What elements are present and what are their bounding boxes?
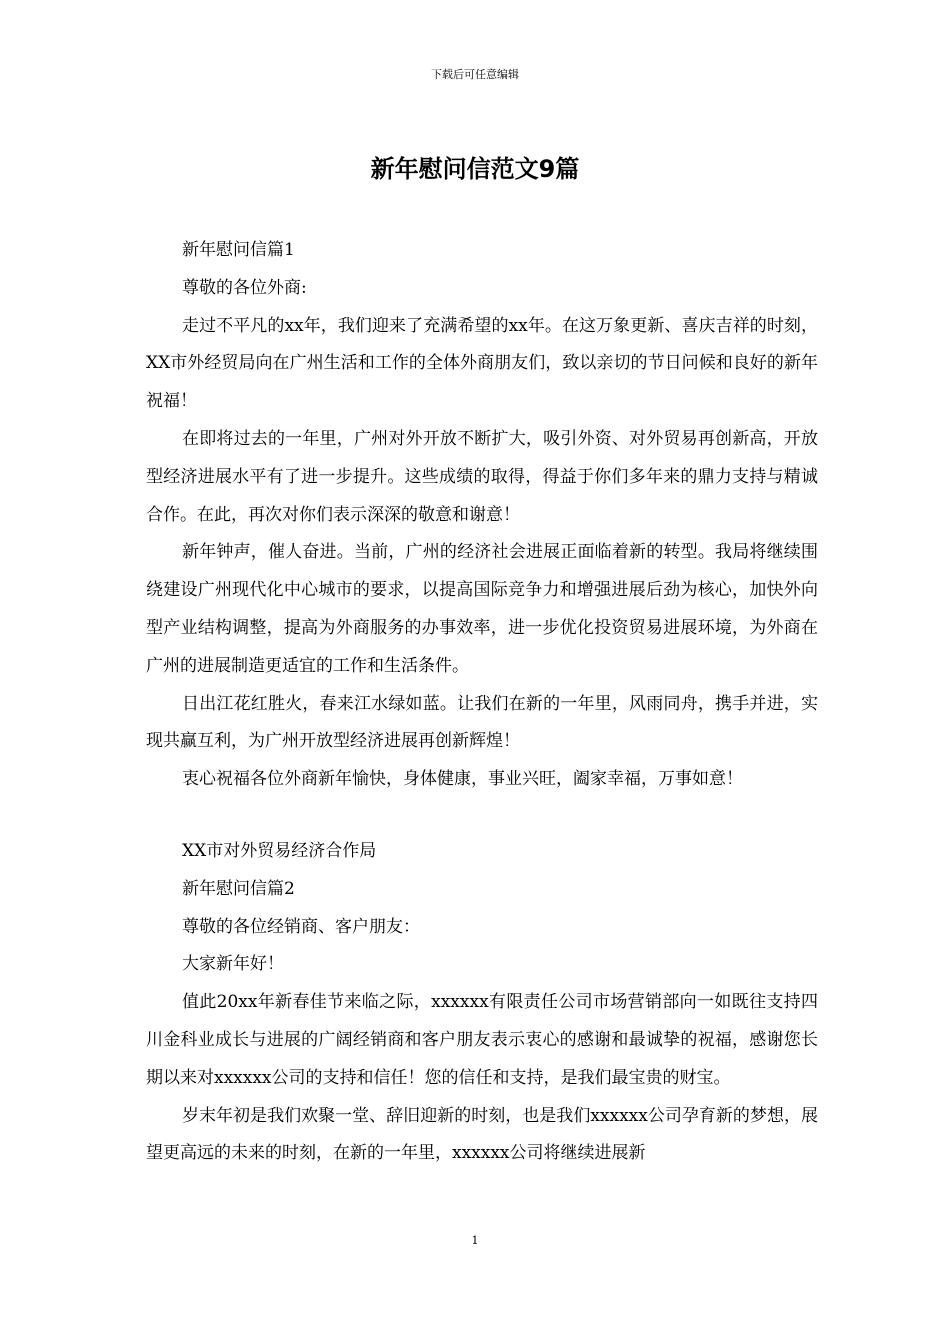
page-number: 1 (471, 1234, 479, 1247)
paragraph-spacer (146, 799, 818, 833)
body-paragraph: 新年钟声，催人奋进。当前，广州的经济社会进展正面临着新的转型。我局将继续围绕建设广州现代化中心城市的要求，以提高国际竞争力和增强进展后劲为核心，加快外向型产业结构调整，提高为外商服务的办事效率，进一步优化投资贸易进展环境，为外商在广州的进展制造更适宜的工作和生活条件。 (146, 542, 818, 676)
body-paragraph: 走过不平凡的xx年，我们迎来了充满希望的xx年。在这万象更新、喜庆吉祥的时刻，XX市外经贸局向在广州生活和工作的全体外商朋友们，致以亲切的节日问候和良好的新年祝福！ (146, 315, 818, 412)
document-body (146, 232, 818, 1173)
section-heading-1: 新年慰问信篇1 (182, 240, 295, 260)
body-paragraph: 日出江花红胜火，春来江水绿如蓝。让我们在新的一年里，风雨同舟，携手并进，实现共赢互利，为广州开放型经济进展再创新辉煌！ (146, 693, 818, 752)
body-paragraph: 岁末年初是我们欢聚一堂、辞旧迎新的时刻，也是我们xxxxxx公司孕育新的梦想，展望更高远的未来的时刻，在新的一年里，xxxxxx公司将继续进展新 (146, 1105, 818, 1164)
salutation: 尊敬的各位经销商、客户朋友： (182, 916, 420, 937)
closing-wishes: 衷心祝福各位外商新年愉快，身体健康，事业兴旺，阖家幸福，万事如意！ (182, 769, 743, 790)
body-paragraph: 在即将过去的一年里，广州对外开放不断扩大，吸引外资、对外贸易再创新高，开放型经济进展水平有了进一步提升。这些成绩的取得，得益于你们多年来的鼎力支持与精诚合作。在此，再次对你们表示深深的敬意和谢意！ (146, 428, 818, 525)
greeting: 大家新年好！ (182, 954, 284, 975)
section-heading-2: 新年慰问信篇2 (182, 878, 295, 899)
header-note: 下载后可任意编辑 (431, 68, 519, 81)
signature: XX市对外贸易经济合作局 (182, 840, 377, 861)
document-title: 新年慰问信范文9篇 (370, 155, 580, 183)
body-paragraph: 值此20xx年新春佳节来临之际，xxxxxx有限责任公司市场营销部向一如既往支持四川金科业成长与进展的广阔经销商和客户朋友表示衷心的感谢和最诚挚的祝福，感谢您长期以来对xxxxxx公司的支持和信任！您的信任和支持，是我们最宝贵的财宝。 (146, 992, 818, 1088)
salutation: 尊敬的各位外商: (182, 277, 307, 298)
